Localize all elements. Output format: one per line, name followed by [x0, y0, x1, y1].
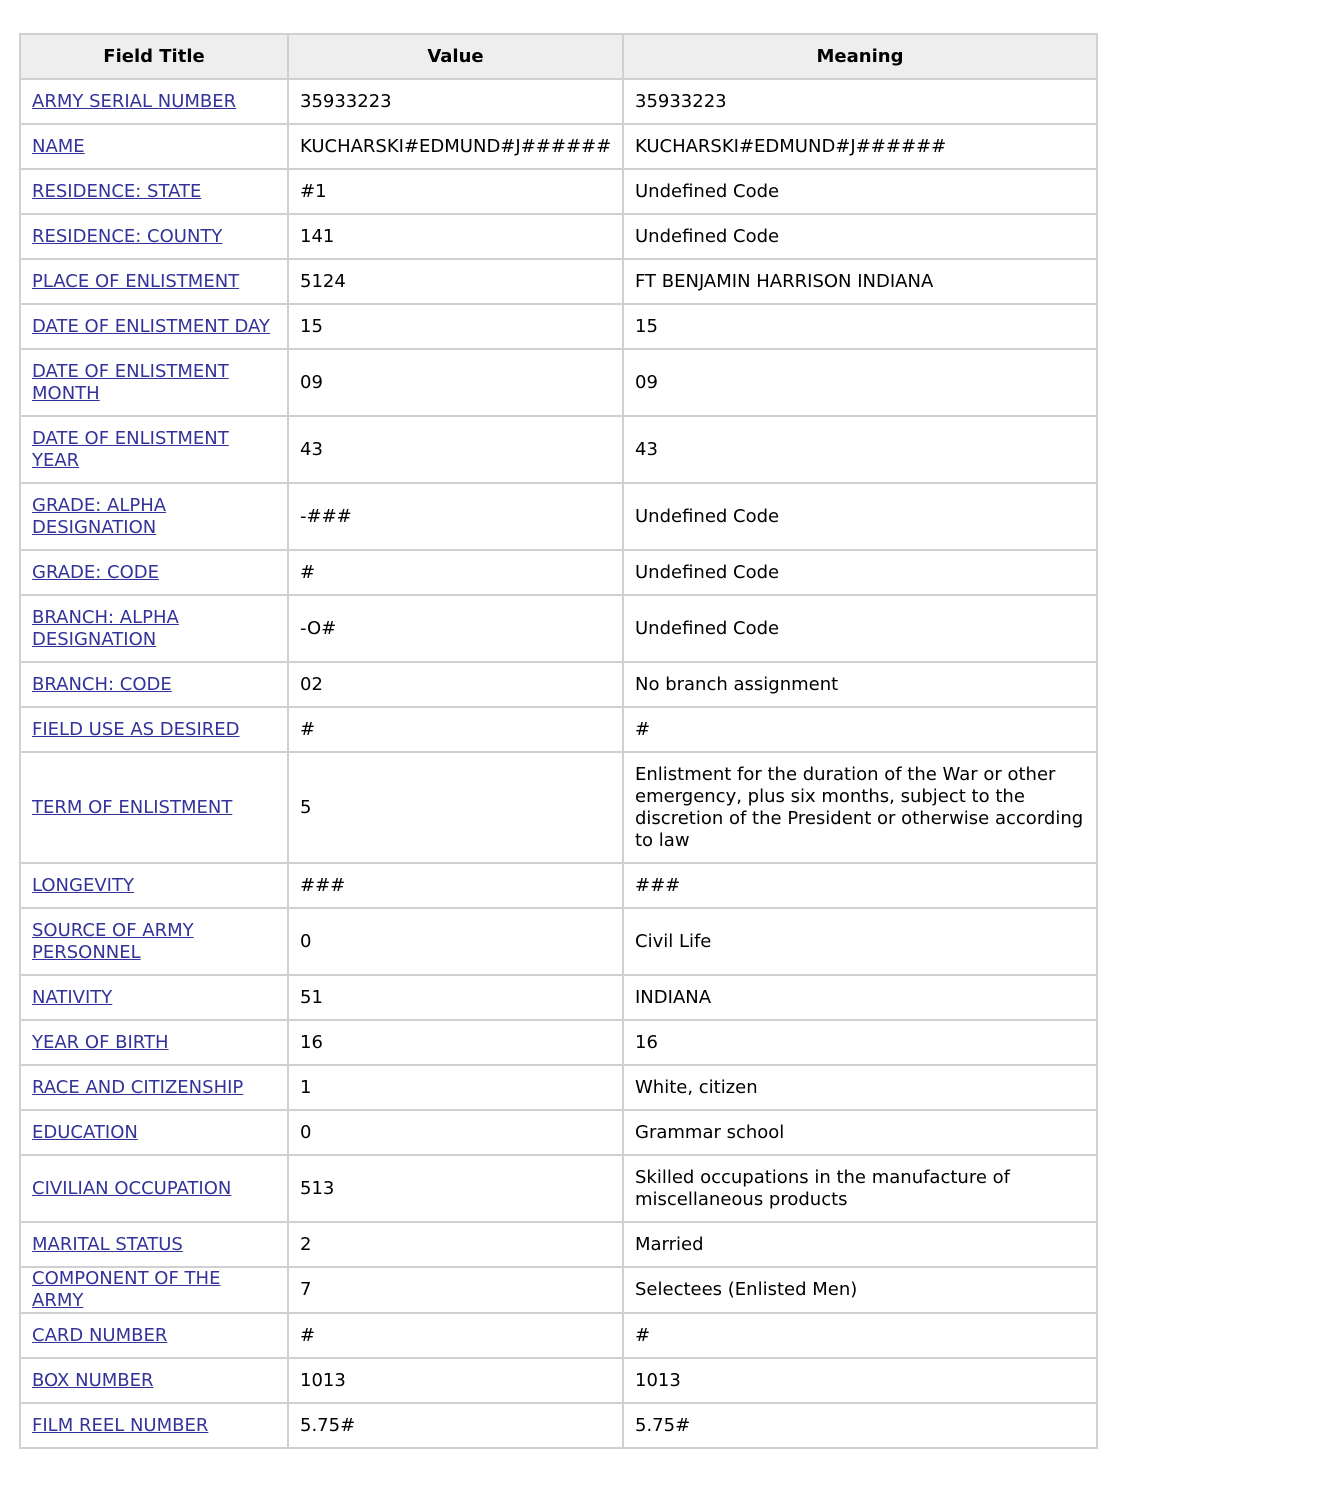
field-title-link[interactable]: RACE AND CITIZENSHIP [32, 1076, 244, 1098]
field-title-cell [20, 752, 288, 863]
field-title-link[interactable]: PLACE OF ENLISTMENT [32, 270, 240, 292]
meaning-cell: Undefined Code [623, 214, 1097, 259]
field-title-cell [20, 259, 288, 304]
value-cell: 141 [288, 214, 623, 259]
meaning-cell: KUCHARSKI#EDMUND#J###### [623, 124, 1097, 169]
value-cell: 5124 [288, 259, 623, 304]
meaning-cell: Grammar school [623, 1110, 1097, 1155]
field-title-link[interactable]: DATE OF ENLISTMENT MONTH [32, 360, 229, 404]
value-cell: KUCHARSKI#EDMUND#J###### [288, 124, 623, 169]
header-row [20, 34, 1097, 79]
field-title-link[interactable]: CIVILIAN OCCUPATION [32, 1177, 232, 1199]
value-cell: 35933223 [288, 79, 623, 124]
meaning-cell: Undefined Code [623, 595, 1097, 662]
meaning-cell: 16 [623, 1020, 1097, 1065]
value-cell: -### [288, 483, 623, 550]
table-row [20, 550, 1097, 595]
meaning-cell: Enlistment for the duration of the War or other emergency, plus six months, subject to the discretion of the President or otherwise according to law [623, 752, 1097, 863]
field-title-cell [20, 1065, 288, 1110]
meaning-cell: ### [623, 863, 1097, 908]
field-title-link[interactable]: TERM OF ENLISTMENT [32, 796, 233, 818]
field-title-link[interactable]: BRANCH: CODE [32, 673, 172, 695]
header-meaning: Meaning [623, 34, 1097, 79]
value-cell: 1013 [288, 1358, 623, 1403]
field-title-cell [20, 1020, 288, 1065]
meaning-cell: 1013 [623, 1358, 1097, 1403]
value-cell: 43 [288, 416, 623, 483]
table-row [20, 1110, 1097, 1155]
table-row [20, 1403, 1097, 1448]
meaning-cell: Skilled occupations in the manufacture of miscellaneous products [623, 1155, 1097, 1222]
meaning-cell: Selectees (Enlisted Men) [623, 1267, 1097, 1313]
table-header [20, 34, 1097, 79]
table-row [20, 1358, 1097, 1403]
meaning-cell: Married [623, 1222, 1097, 1267]
field-title-cell [20, 483, 288, 550]
field-title-link[interactable]: LONGEVITY [32, 874, 134, 896]
field-title-cell [20, 1267, 288, 1313]
value-cell: 0 [288, 1110, 623, 1155]
table-row [20, 1267, 1097, 1313]
field-title-cell [20, 214, 288, 259]
table-row [20, 707, 1097, 752]
meaning-cell: 09 [623, 349, 1097, 416]
field-title-cell [20, 707, 288, 752]
field-title-cell [20, 662, 288, 707]
field-title-link[interactable]: FIELD USE AS DESIRED [32, 718, 240, 740]
table-row [20, 1155, 1097, 1222]
table-row [20, 1313, 1097, 1358]
table-row [20, 1222, 1097, 1267]
field-title-cell [20, 1403, 288, 1448]
meaning-cell: 15 [623, 304, 1097, 349]
value-cell: 1 [288, 1065, 623, 1110]
field-title-link[interactable]: ARMY SERIAL NUMBER [32, 90, 237, 112]
table-row [20, 169, 1097, 214]
table-row [20, 595, 1097, 662]
table-row [20, 975, 1097, 1020]
field-title-link[interactable]: BRANCH: ALPHA DESIGNATION [32, 606, 179, 650]
table-row [20, 752, 1097, 863]
value-cell: 5.75# [288, 1403, 623, 1448]
field-title-cell [20, 595, 288, 662]
field-title-cell [20, 416, 288, 483]
table-row [20, 1020, 1097, 1065]
value-cell: # [288, 1313, 623, 1358]
table-row [20, 483, 1097, 550]
field-title-link[interactable]: NAME [32, 135, 85, 157]
field-title-link[interactable]: MARITAL STATUS [32, 1233, 183, 1255]
value-cell: -O# [288, 595, 623, 662]
field-title-cell [20, 304, 288, 349]
meaning-cell: No branch assignment [623, 662, 1097, 707]
table-row [20, 124, 1097, 169]
field-title-cell [20, 1222, 288, 1267]
table-row [20, 259, 1097, 304]
field-title-link[interactable]: RESIDENCE: STATE [32, 180, 202, 202]
value-cell: 02 [288, 662, 623, 707]
field-title-cell [20, 349, 288, 416]
table-row [20, 349, 1097, 416]
value-cell: # [288, 550, 623, 595]
meaning-cell: White, citizen [623, 1065, 1097, 1110]
value-cell: 0 [288, 908, 623, 975]
meaning-cell: # [623, 1313, 1097, 1358]
table-row [20, 863, 1097, 908]
meaning-cell: FT BENJAMIN HARRISON INDIANA [623, 259, 1097, 304]
meaning-cell: INDIANA [623, 975, 1097, 1020]
field-title-link[interactable]: DATE OF ENLISTMENT DAY [32, 315, 270, 337]
meaning-cell: Undefined Code [623, 550, 1097, 595]
table-row [20, 908, 1097, 975]
field-title-cell [20, 550, 288, 595]
field-title-cell [20, 1155, 288, 1222]
value-cell: 5 [288, 752, 623, 863]
field-title-link[interactable]: EDUCATION [32, 1121, 138, 1143]
field-title-cell [20, 169, 288, 214]
header-field-title: Field Title [20, 34, 288, 79]
value-cell: 51 [288, 975, 623, 1020]
field-title-cell [20, 1358, 288, 1403]
field-title-link[interactable]: RESIDENCE: COUNTY [32, 225, 223, 247]
field-title-link[interactable]: COMPONENT OF THE ARMY [32, 1268, 221, 1311]
value-cell: #1 [288, 169, 623, 214]
table-row [20, 304, 1097, 349]
field-title-link[interactable]: DATE OF ENLISTMENT YEAR [32, 427, 229, 471]
value-cell: 16 [288, 1020, 623, 1065]
meaning-cell: 35933223 [623, 79, 1097, 124]
table-row [20, 416, 1097, 483]
table-body [20, 79, 1097, 1448]
field-title-cell [20, 79, 288, 124]
value-cell: ### [288, 863, 623, 908]
field-title-cell [20, 908, 288, 975]
value-cell: 7 [288, 1267, 623, 1313]
meaning-cell: 43 [623, 416, 1097, 483]
field-title-cell [20, 863, 288, 908]
value-cell: 09 [288, 349, 623, 416]
field-title-link[interactable]: GRADE: ALPHA DESIGNATION [32, 494, 167, 538]
field-title-link[interactable]: YEAR OF BIRTH [32, 1031, 169, 1053]
field-title-cell [20, 1110, 288, 1155]
field-title-link[interactable]: BOX NUMBER [32, 1369, 154, 1391]
meaning-cell: 5.75# [623, 1403, 1097, 1448]
table-row [20, 79, 1097, 124]
value-cell: 15 [288, 304, 623, 349]
header-value: Value [288, 34, 623, 79]
value-cell: 513 [288, 1155, 623, 1222]
field-title-cell [20, 1313, 288, 1358]
meaning-cell: Undefined Code [623, 169, 1097, 214]
field-title-link[interactable]: SOURCE OF ARMY PERSONNEL [32, 919, 194, 963]
enlistment-record-table [19, 33, 1098, 1449]
table-row [20, 214, 1097, 259]
field-title-link[interactable]: FILM REEL NUMBER [32, 1414, 209, 1436]
meaning-cell: # [623, 707, 1097, 752]
value-cell: 2 [288, 1222, 623, 1267]
field-title-cell [20, 975, 288, 1020]
meaning-cell: Civil Life [623, 908, 1097, 975]
field-title-link[interactable]: NATIVITY [32, 986, 113, 1008]
table-row [20, 1065, 1097, 1110]
field-title-cell [20, 124, 288, 169]
field-title-link[interactable]: GRADE: CODE [32, 561, 160, 583]
table-row [20, 662, 1097, 707]
field-title-link[interactable]: CARD NUMBER [32, 1324, 168, 1346]
value-cell: # [288, 707, 623, 752]
meaning-cell: Undefined Code [623, 483, 1097, 550]
